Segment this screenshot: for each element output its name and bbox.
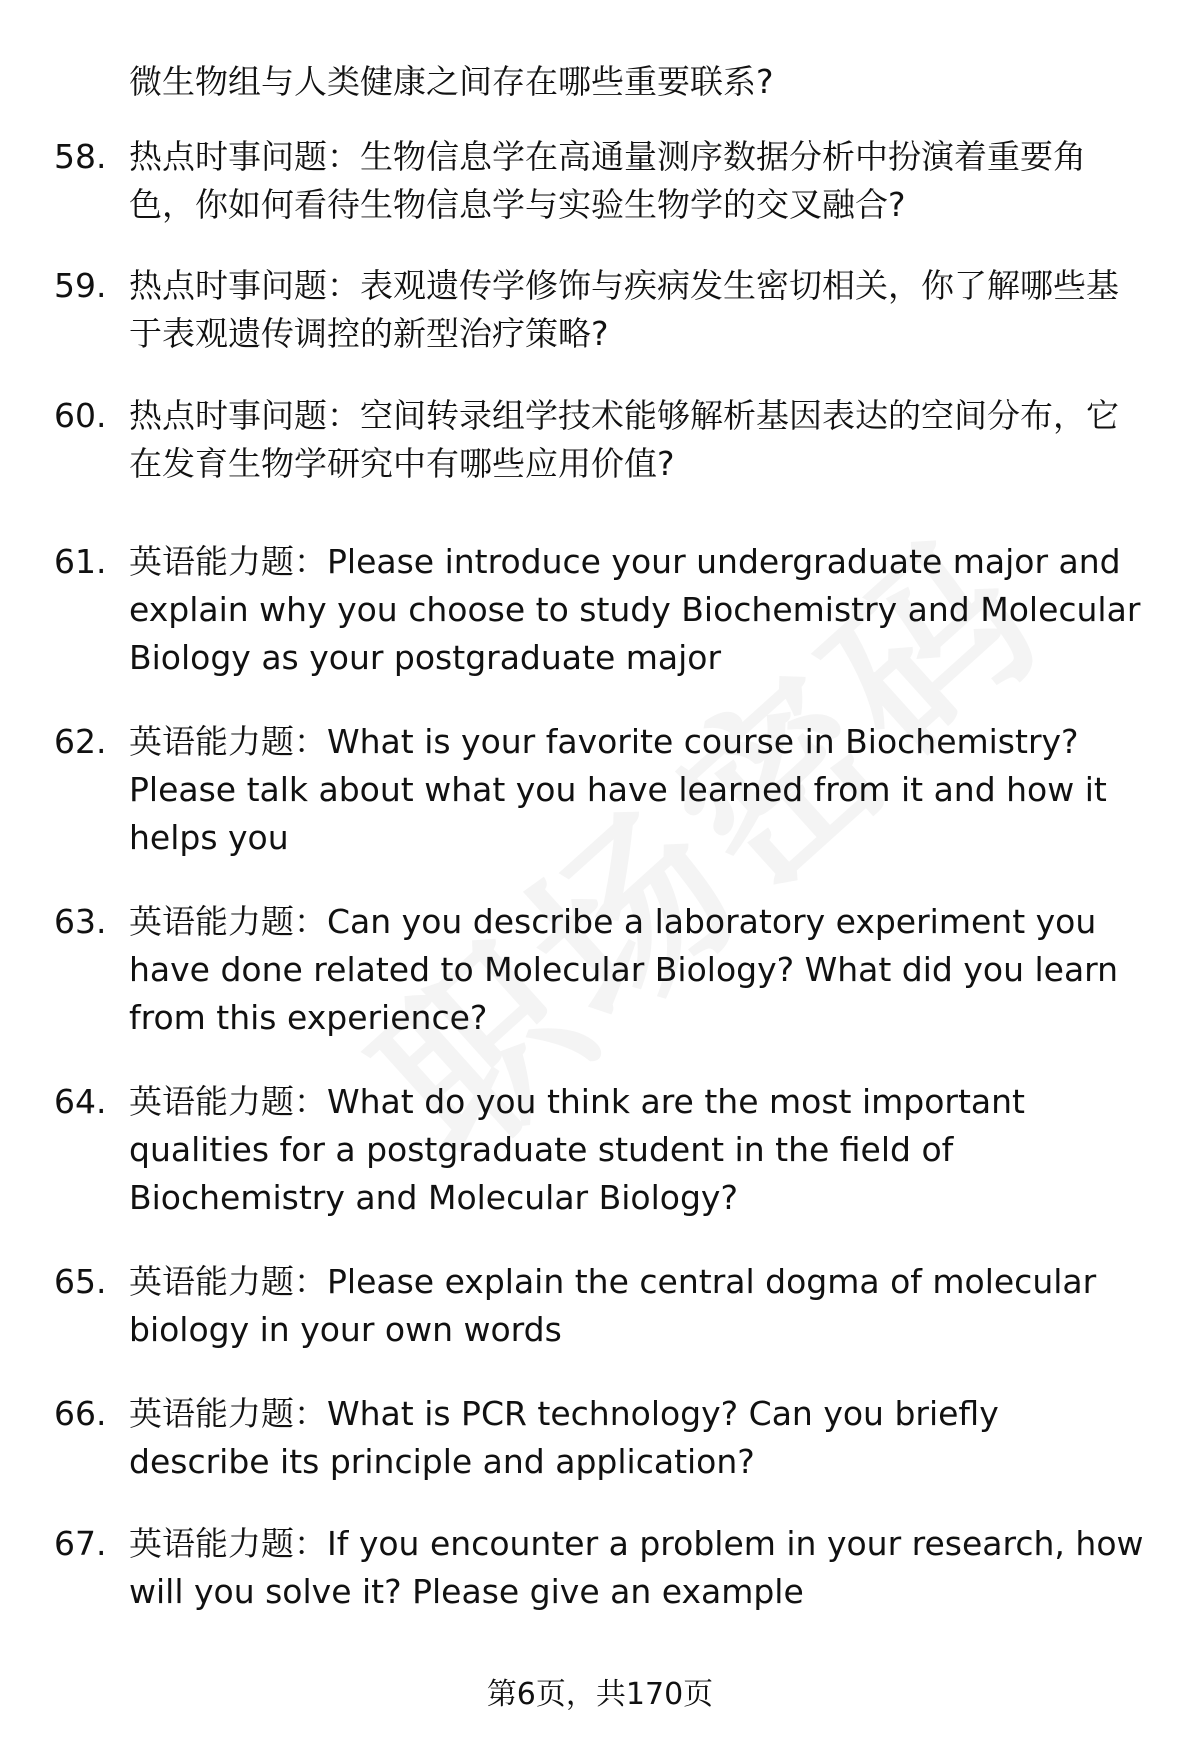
question-number: 65.	[54, 1262, 107, 1301]
question-number: 64.	[54, 1082, 107, 1121]
continued-question-text: 微生物组与人类健康之间存在哪些重要联系?	[129, 62, 774, 101]
question-number: 62.	[54, 722, 107, 761]
question-text: 英语能力题：What is your favorite course in Biochemistry? Please talk about what you have learned from it and how it helps you	[129, 722, 1107, 857]
page-number-footer: 第6页，共170页	[486, 1677, 714, 1712]
question-text: 英语能力题：If you encounter a problem in your research, how will you solve it? Please give an example	[129, 1524, 1144, 1611]
question-text: 热点时事问题：生物信息学在高通量测序数据分析中扮演着重要角色，你如何看待生物信息学与实验生物学的交叉融合?	[129, 137, 1086, 224]
question-text: 热点时事问题：表观遗传学修饰与疾病发生密切相关，你了解哪些基于表观遗传调控的新型治疗策略?	[129, 266, 1119, 353]
question-text: 热点时事问题：空间转录组学技术能够解析基因表达的空间分布，它在发育生物学研究中有哪些应用价值?	[129, 396, 1119, 483]
question-number: 61.	[54, 542, 107, 581]
question-text: 英语能力题：What is PCR technology? Can you briefly describe its principle and application?	[129, 1394, 999, 1481]
question-number: 59.	[54, 266, 107, 305]
question-number: 67.	[54, 1524, 107, 1563]
question-text: 英语能力题：Can you describe a laboratory experiment you have done related to Molecular Biology? What did you learn from this experience?	[129, 902, 1119, 1037]
question-text: 英语能力题：What do you think are the most important qualities for a postgraduate student in the field of Biochemistry and Molecular Biology?	[129, 1082, 1025, 1217]
question-text: 英语能力题：Please introduce your undergraduate major and explain why you choose to study Biochemistry and Molecular Biology as your postgraduate major	[129, 542, 1141, 677]
question-number: 60.	[54, 396, 107, 435]
question-number: 66.	[54, 1394, 107, 1433]
question-number: 58.	[54, 137, 107, 176]
question-text: 英语能力题：Please explain the central dogma of molecular biology in your own words	[129, 1262, 1097, 1349]
question-number: 63.	[54, 902, 107, 941]
